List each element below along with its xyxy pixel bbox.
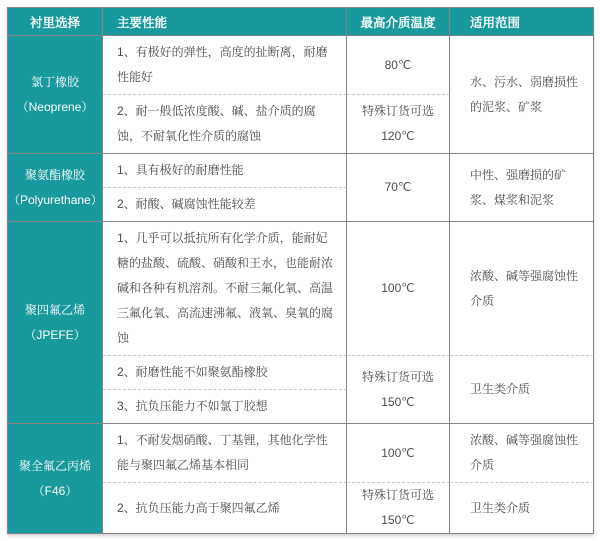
header-row bbox=[8, 8, 594, 36]
performance-cell: 1、不耐发烟硝酸、丁基锂，其他化学性能与聚四氟乙烯基本相同 bbox=[103, 424, 347, 483]
material-name: 聚全氟乙丙烯 bbox=[18, 458, 91, 473]
scope-cell: 浓酸、碱等强腐蚀性介质 bbox=[450, 222, 594, 356]
performance-cell: 2、耐酸、碱腐蚀性能较差 bbox=[103, 188, 347, 222]
material-cell-polyurethane bbox=[8, 154, 103, 222]
performance-cell: 3、抗负压能力不如氯丁胶想 bbox=[103, 390, 347, 424]
material-code: （F46） bbox=[32, 483, 78, 498]
header-lining: 衬里选择 bbox=[8, 8, 103, 36]
performance-cell: 1、有极好的弹性，高度的扯断离，耐磨性能好 bbox=[103, 36, 347, 95]
material-name: 聚氨酯橡胶 bbox=[24, 167, 85, 182]
material-cell-f46 bbox=[8, 424, 103, 534]
scope-cell: 中性、强磨损的矿浆、煤浆和泥浆 bbox=[450, 154, 594, 222]
material-code: （Polyurethane） bbox=[8, 192, 103, 207]
temperature-cell: 特殊订货可选 120℃ bbox=[347, 95, 450, 154]
scope-cell: 卫生类介质 bbox=[450, 483, 594, 534]
material-name: 氯丁橡胶 bbox=[30, 74, 79, 89]
temperature-cell: 100℃ bbox=[347, 424, 450, 483]
material-code: （Neoprene） bbox=[16, 99, 94, 114]
header-scope: 适用范围 bbox=[450, 8, 594, 36]
performance-cell: 2、耐磨性能不如聚氨酯橡胶 bbox=[103, 356, 347, 390]
table-row bbox=[8, 154, 594, 188]
table-row bbox=[8, 36, 594, 95]
temperature-cell: 80℃ bbox=[347, 36, 450, 95]
performance-cell: 2、抗负压能力高于聚四氟乙烯 bbox=[103, 483, 347, 534]
material-cell-jpefe bbox=[8, 222, 103, 424]
table-row bbox=[8, 222, 594, 356]
temperature-cell: 特殊订货可选 150℃ bbox=[347, 356, 450, 424]
table-row bbox=[8, 424, 594, 483]
material-name: 聚四氟乙烯 bbox=[24, 302, 85, 317]
scope-cell: 卫生类介质 bbox=[450, 356, 594, 424]
header-max-temp: 最高介质温度 bbox=[347, 8, 450, 36]
material-code: （JPEFE） bbox=[24, 327, 86, 342]
scope-cell: 水、污水、弱磨损性的泥浆、矿浆 bbox=[450, 36, 594, 154]
performance-cell: 1、具有极好的耐磨性能 bbox=[103, 154, 347, 188]
lining-selection-table bbox=[7, 7, 594, 534]
temperature-cell: 特殊订货可选 150℃ bbox=[347, 483, 450, 534]
performance-cell: 2、耐一般低浓度酸、碱、盐介质的腐蚀，不耐氧化性介质的腐蚀 bbox=[103, 95, 347, 154]
material-cell-neoprene bbox=[8, 36, 103, 154]
scope-cell: 浓酸、碱等强腐蚀性介质 bbox=[450, 424, 594, 483]
header-performance: 主要性能 bbox=[103, 8, 347, 36]
temperature-cell: 100℃ bbox=[347, 222, 450, 356]
temperature-cell: 70℃ bbox=[347, 154, 450, 222]
performance-cell: 1、几乎可以抵抗所有化学介质，能耐妃糖的盐酸、硫酸、硝酸和王水，也能耐浓碱和各种有机溶剂。不耐三氟化氧、高温三氟化氧、高流速沸氟、液氧、臭氧的腐蚀 bbox=[103, 222, 347, 356]
